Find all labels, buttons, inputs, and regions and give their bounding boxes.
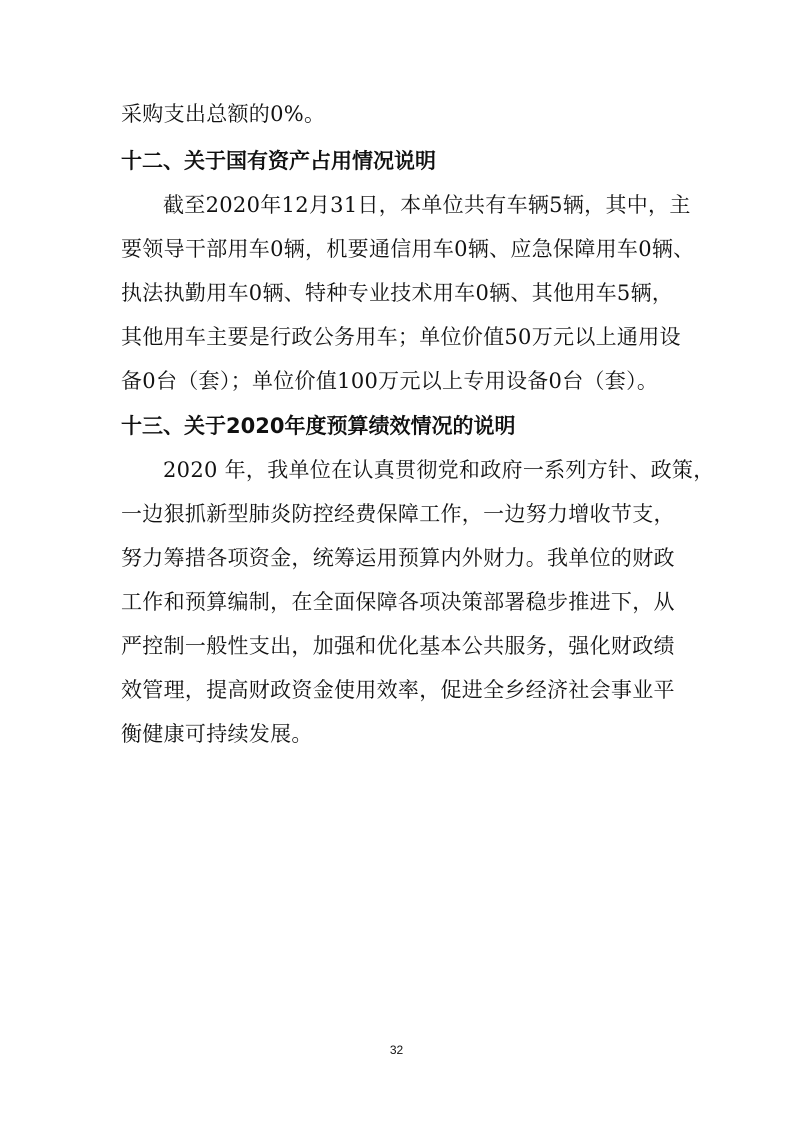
section-12-line: 执法执勤用车0辆、特种专业技术用车0辆、其他用车5辆， — [121, 281, 674, 305]
section-12-line: 其他用车主要是行政公务用车；单位价值50万元以上通用设 — [121, 325, 681, 349]
section-13-line: 衡健康可持续发展。 — [121, 722, 313, 746]
intro-line: 采购支出总额的0%。 — [121, 102, 326, 126]
page-number: 32 — [389, 1043, 404, 1057]
section-12-line: 截至2020年12月31日，本单位共有车辆5辆，其中，主 — [163, 193, 691, 217]
section-13-line: 一边狠抓新型肺炎防控经费保障工作，一边努力增收节支， — [121, 502, 675, 526]
section-12-line: 备0台（套）；单位价值100万元以上专用设备0台（套）。 — [121, 369, 659, 393]
section-13-line: 严控制一般性支出，加强和优化基本公共服务，强化财政绩 — [121, 634, 675, 658]
section-12-line: 要领导干部用车0辆，机要通信用车0辆、应急保障用车0辆、 — [121, 237, 695, 261]
section-12-heading: 十二、关于国有资产占用情况说明 — [121, 149, 436, 173]
section-13-line: 2020 年，我单位在认真贯彻党和政府一系列方针、政策， — [163, 458, 715, 482]
section-13-heading: 十三、关于2020年度预算绩效情况的说明 — [121, 414, 516, 438]
section-13-line: 工作和预算编制，在全面保障各项决策部署稳步推进下，从 — [121, 590, 675, 614]
section-13-line: 效管理，提高财政资金使用效率，促进全乡经济社会事业平 — [121, 678, 675, 702]
section-13-line: 努力筹措各项资金，统筹运用预算内外财力。我单位的财政 — [121, 546, 675, 570]
